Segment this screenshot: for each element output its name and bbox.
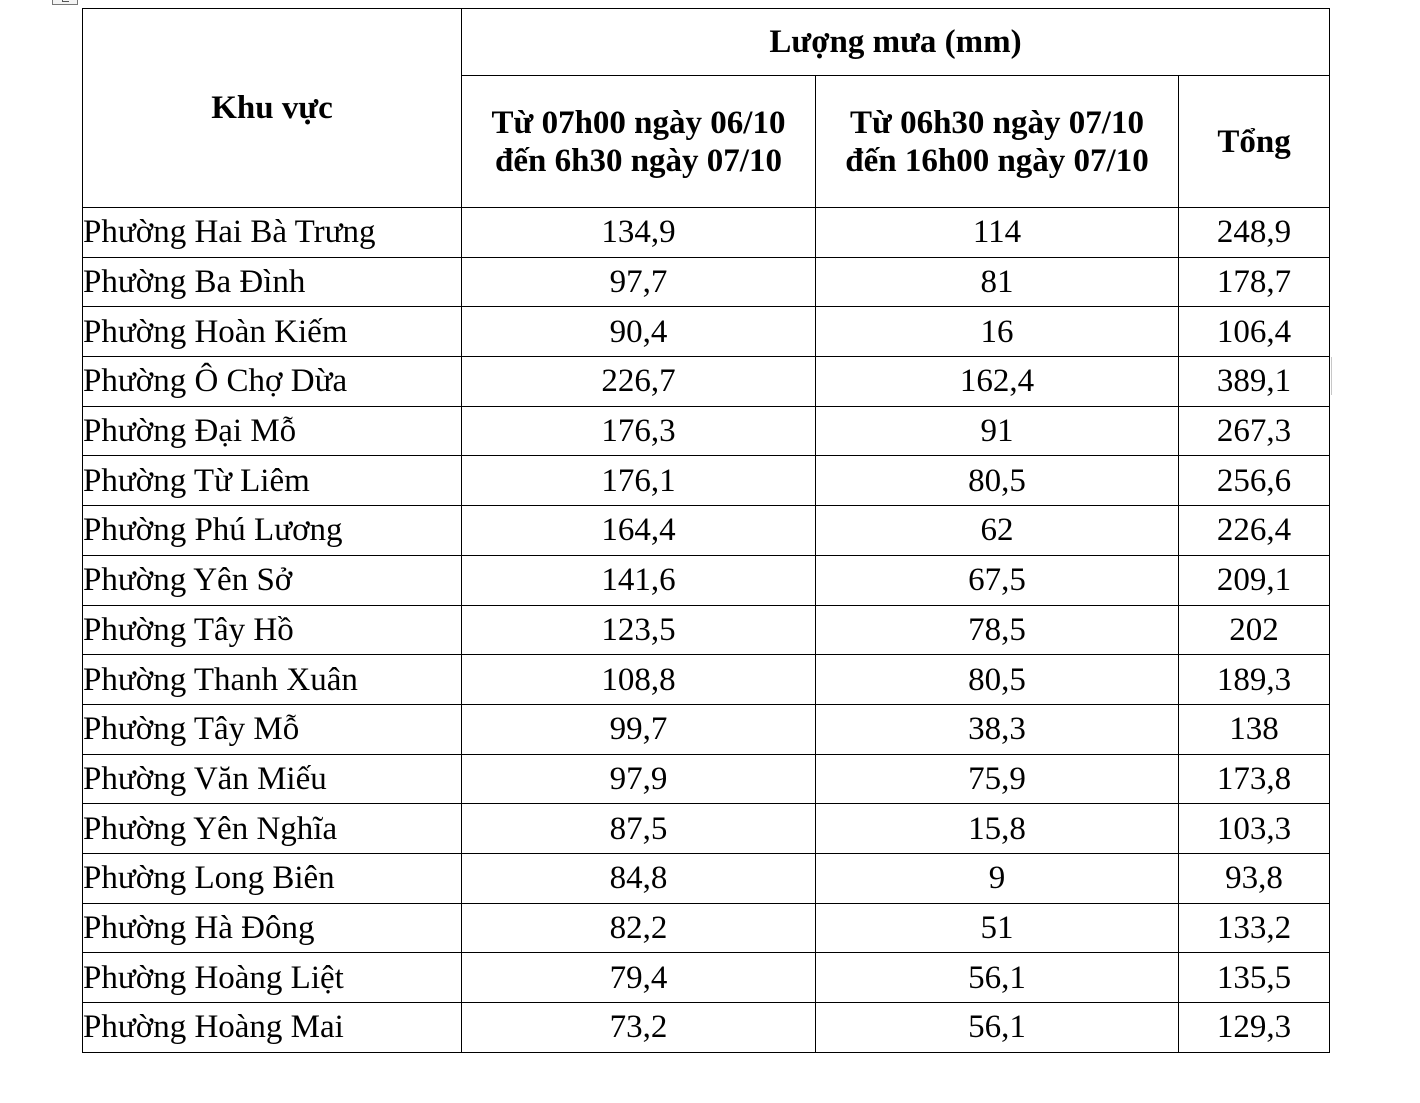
total-cell: 248,9 xyxy=(1179,208,1330,258)
area-cell: Phường Tây Hồ xyxy=(83,605,462,655)
total-cell: 106,4 xyxy=(1179,307,1330,357)
period-1-cell: 108,8 xyxy=(462,655,816,705)
period-2-cell: 15,8 xyxy=(816,804,1179,854)
table-row xyxy=(83,257,1330,307)
total-cell: 93,8 xyxy=(1179,853,1330,903)
period-2-cell: 16 xyxy=(816,307,1179,357)
period-1-cell: 99,7 xyxy=(462,704,816,754)
period-1-cell: 164,4 xyxy=(462,506,816,556)
rainfall-table xyxy=(82,8,1330,1053)
period-2-cell: 78,5 xyxy=(816,605,1179,655)
period-1-cell: 79,4 xyxy=(462,953,816,1003)
area-cell: Phường Ô Chợ Dừa xyxy=(83,357,462,407)
table-row xyxy=(83,406,1330,456)
rainfall-group-header: Lượng mưa (mm) xyxy=(462,9,1330,76)
period-1-cell: 123,5 xyxy=(462,605,816,655)
period-2-cell: 75,9 xyxy=(816,754,1179,804)
total-cell: 209,1 xyxy=(1179,555,1330,605)
total-cell: 103,3 xyxy=(1179,804,1330,854)
table-row xyxy=(83,605,1330,655)
table-row xyxy=(83,754,1330,804)
period-2-cell: 67,5 xyxy=(816,555,1179,605)
period-2-cell: 56,1 xyxy=(816,1003,1179,1053)
period-2-cell: 56,1 xyxy=(816,953,1179,1003)
period-2-cell: 38,3 xyxy=(816,704,1179,754)
area-cell: Phường Yên Sở xyxy=(83,555,462,605)
total-cell: 389,1 xyxy=(1179,357,1330,407)
area-column-header xyxy=(83,9,462,208)
total-cell: 256,6 xyxy=(1179,456,1330,506)
area-cell: Phường Tây Mỗ xyxy=(83,704,462,754)
area-cell: Phường Hà Đông xyxy=(83,903,462,953)
area-cell: Phường Long Biên xyxy=(83,853,462,903)
total-cell: 138 xyxy=(1179,704,1330,754)
period-1-cell: 87,5 xyxy=(462,804,816,854)
period-2-cell: 80,5 xyxy=(816,655,1179,705)
period-2-cell: 91 xyxy=(816,406,1179,456)
area-cell: Phường Văn Miếu xyxy=(83,754,462,804)
area-cell: Phường Hoàn Kiếm xyxy=(83,307,462,357)
area-cell: Phường Từ Liêm xyxy=(83,456,462,506)
text-cursor-mark xyxy=(1331,357,1332,395)
area-cell: Phường Hoàng Mai xyxy=(83,1003,462,1053)
area-column-header-label: Khu vực xyxy=(211,90,333,126)
period-2-cell: 162,4 xyxy=(816,357,1179,407)
table-row xyxy=(83,903,1330,953)
table-row xyxy=(83,307,1330,357)
table-row xyxy=(83,704,1330,754)
table-row xyxy=(83,1003,1330,1053)
area-cell: Phường Hoàng Liệt xyxy=(83,953,462,1003)
table-row xyxy=(83,456,1330,506)
area-cell: Phường Yên Nghĩa xyxy=(83,804,462,854)
table-row xyxy=(83,555,1330,605)
total-cell: 202 xyxy=(1179,605,1330,655)
table-row xyxy=(83,853,1330,903)
table-row xyxy=(83,506,1330,556)
period-2-cell: 114 xyxy=(816,208,1179,258)
period-1-cell: 97,7 xyxy=(462,257,816,307)
total-cell: 129,3 xyxy=(1179,1003,1330,1053)
period-1-cell: 97,9 xyxy=(462,754,816,804)
period-2-header-line-2: đến 16h00 ngày 07/10 xyxy=(845,142,1149,179)
total-column-header: Tổng xyxy=(1179,76,1330,208)
period-1-cell: 141,6 xyxy=(462,555,816,605)
period-2-cell: 80,5 xyxy=(816,456,1179,506)
period-1-cell: 134,9 xyxy=(462,208,816,258)
table-row xyxy=(83,804,1330,854)
period-2-cell: 62 xyxy=(816,506,1179,556)
area-cell: Phường Thanh Xuân xyxy=(83,655,462,705)
table-row xyxy=(83,655,1330,705)
total-cell: 133,2 xyxy=(1179,903,1330,953)
table-row xyxy=(83,357,1330,407)
table-row xyxy=(83,208,1330,258)
period-1-header-line-1: Từ 07h00 ngày 06/10 xyxy=(491,104,786,141)
table-move-handle-icon[interactable] xyxy=(52,0,78,5)
period-1-header-line-2: đến 6h30 ngày 07/10 xyxy=(495,142,782,179)
period-1-cell: 176,1 xyxy=(462,456,816,506)
total-cell: 173,8 xyxy=(1179,754,1330,804)
period-1-column-header xyxy=(462,76,816,208)
header-row-group xyxy=(83,9,1330,76)
total-cell: 135,5 xyxy=(1179,953,1330,1003)
total-cell: 267,3 xyxy=(1179,406,1330,456)
area-cell: Phường Ba Đình xyxy=(83,257,462,307)
period-1-cell: 82,2 xyxy=(462,903,816,953)
period-2-cell: 81 xyxy=(816,257,1179,307)
area-cell: Phường Đại Mỗ xyxy=(83,406,462,456)
area-cell: Phường Hai Bà Trưng xyxy=(83,208,462,258)
period-2-cell: 51 xyxy=(816,903,1179,953)
total-cell: 189,3 xyxy=(1179,655,1330,705)
total-cell: 178,7 xyxy=(1179,257,1330,307)
table-row xyxy=(83,953,1330,1003)
period-1-cell: 84,8 xyxy=(462,853,816,903)
total-cell: 226,4 xyxy=(1179,506,1330,556)
period-1-cell: 73,2 xyxy=(462,1003,816,1053)
period-1-cell: 226,7 xyxy=(462,357,816,407)
period-2-column-header xyxy=(816,76,1179,208)
area-cell: Phường Phú Lương xyxy=(83,506,462,556)
period-2-header-line-1: Từ 06h30 ngày 07/10 xyxy=(850,104,1144,141)
period-2-cell: 9 xyxy=(816,853,1179,903)
period-1-cell: 176,3 xyxy=(462,406,816,456)
period-1-cell: 90,4 xyxy=(462,307,816,357)
